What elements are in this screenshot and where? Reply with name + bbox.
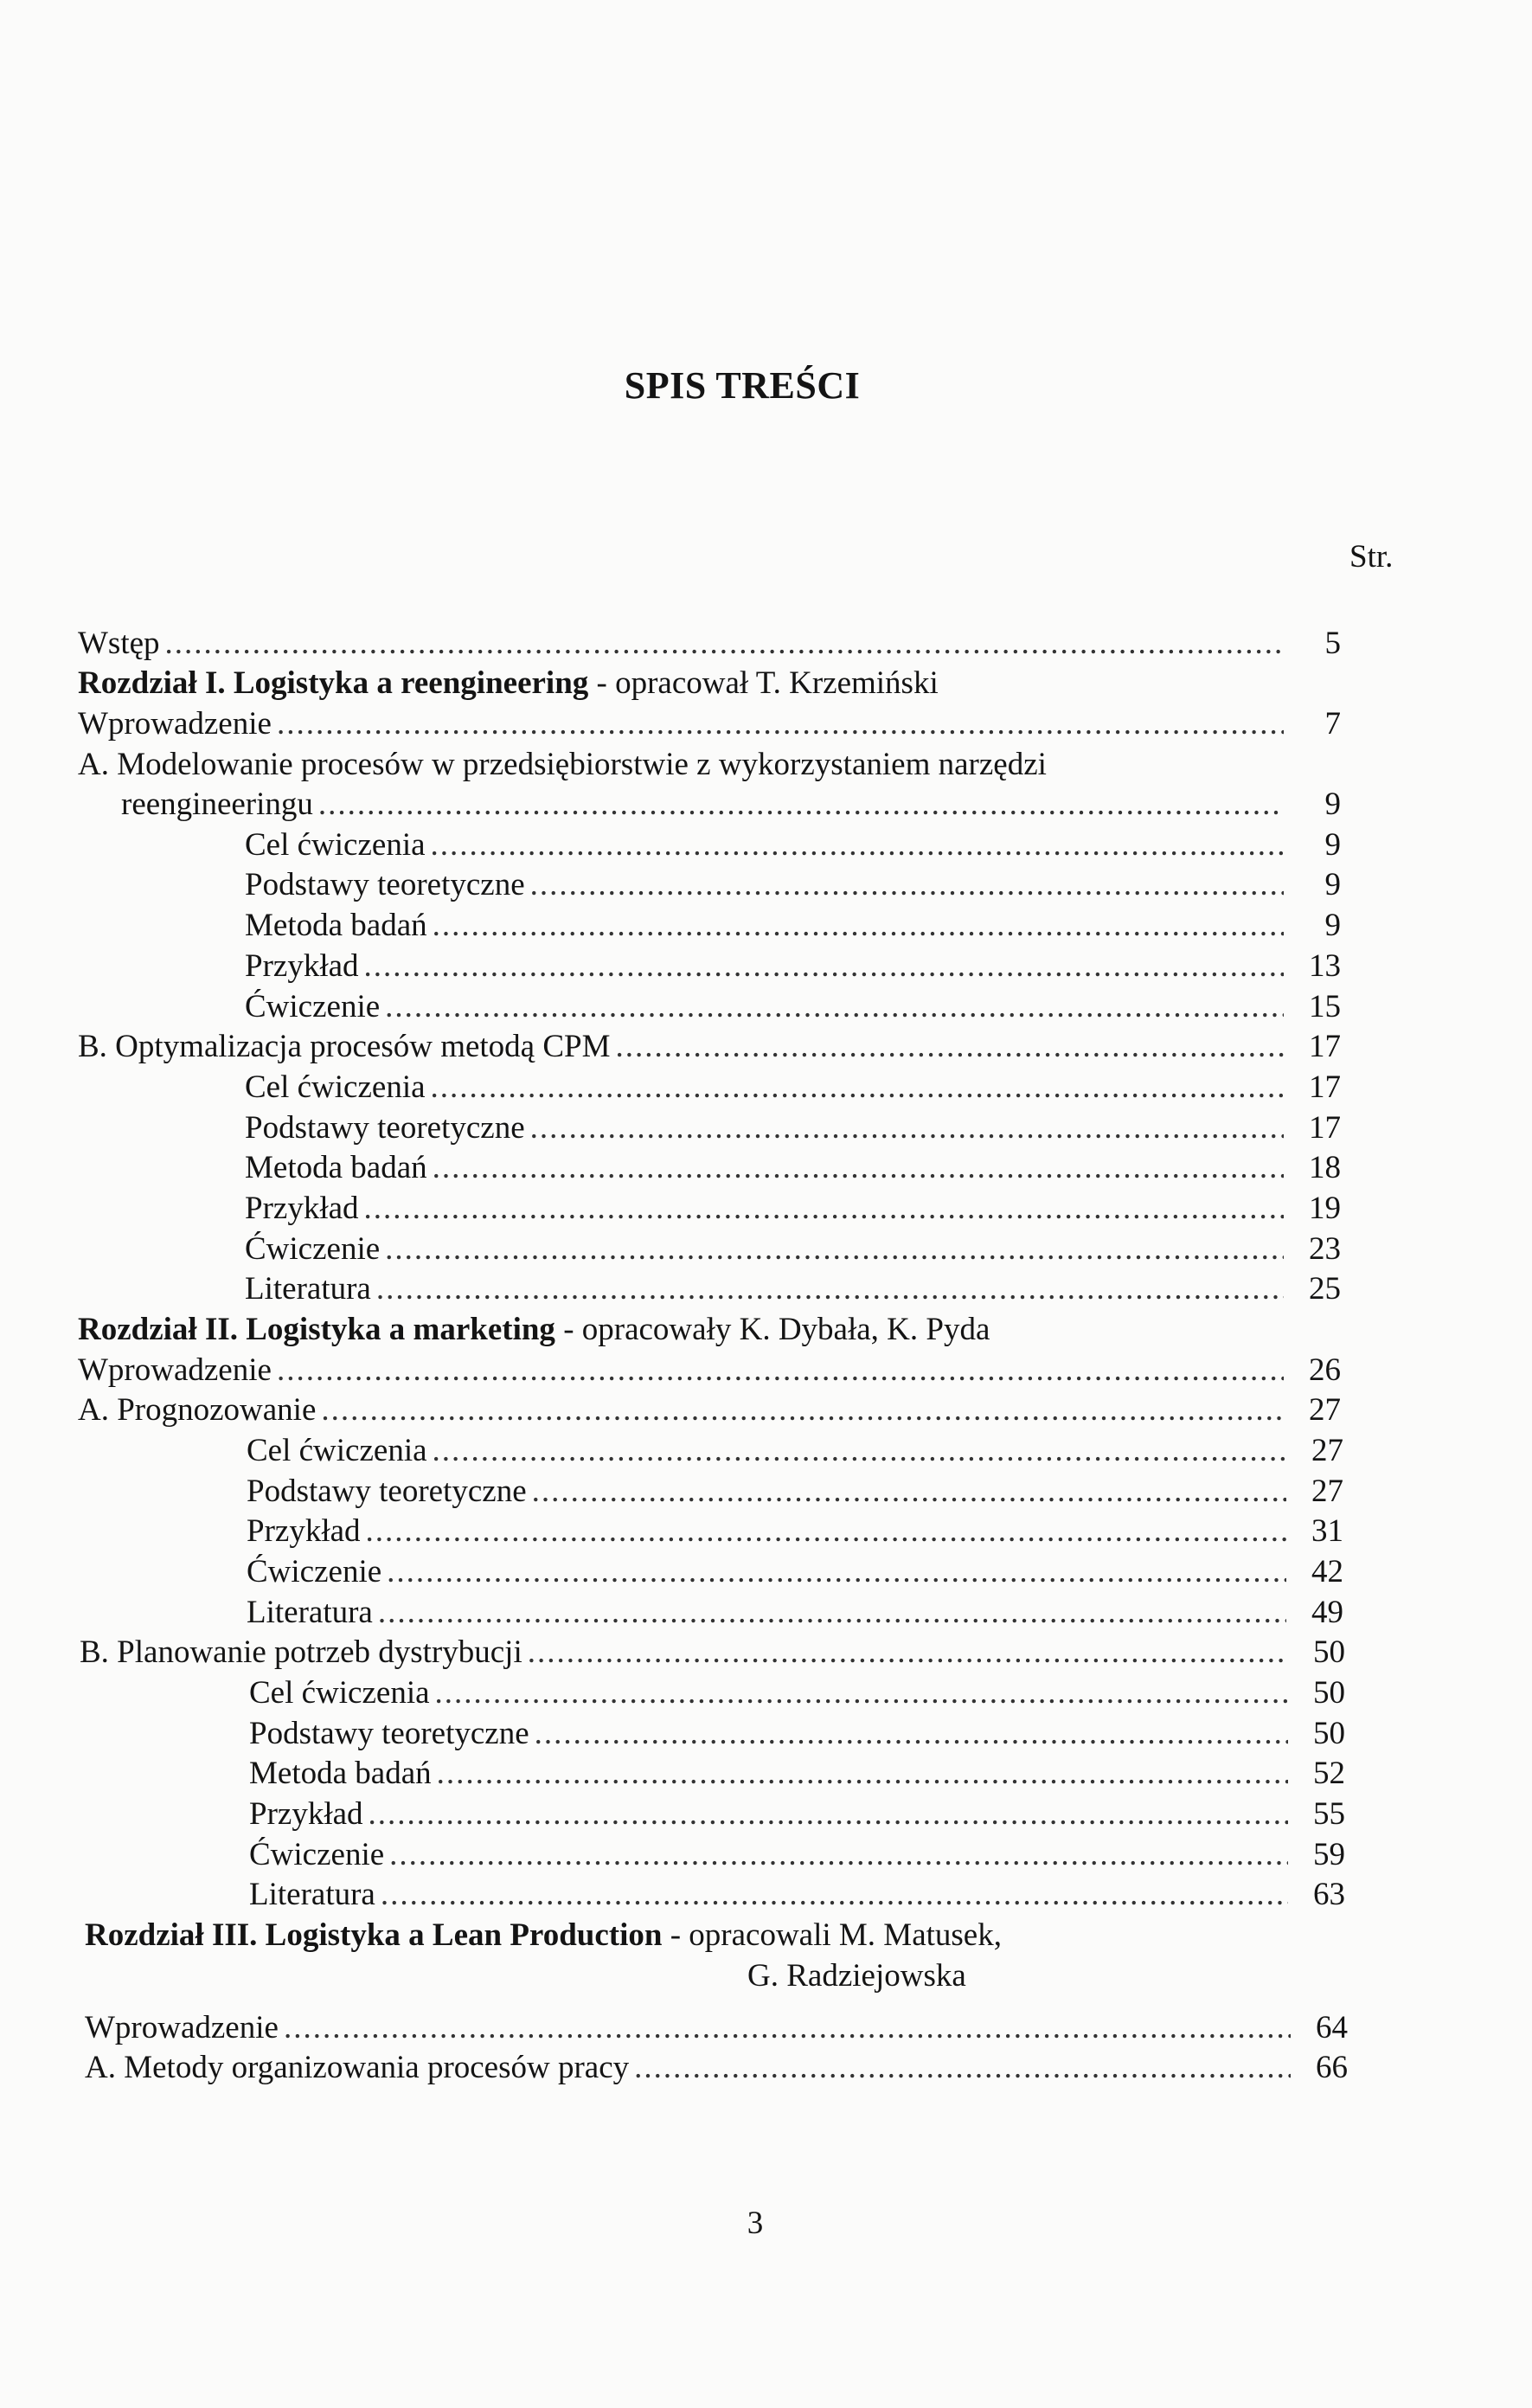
page-column-label: Str. — [1349, 539, 1394, 575]
toc-entry: Cel ćwiczenia ..... 50 — [249, 1674, 1293, 1712]
toc-entry: Literatura ..... 25 — [245, 1270, 1289, 1308]
toc-entry: Wprowadzenie ..... 64 — [85, 2009, 1296, 2047]
toc-entry: B. Optymalizacja procesów metodą CPM ..... 17 — [78, 1028, 1289, 1066]
toc-entry: Cel ćwiczenia ..... 17 — [245, 1069, 1289, 1107]
toc-entry: Podstawy teoretyczne ..... 50 — [249, 1715, 1293, 1753]
toc-entry: Przykład ..... 19 — [245, 1190, 1289, 1228]
toc-entry: Przykład ..... 55 — [249, 1795, 1293, 1833]
toc-entry: B. Planowanie potrzeb dystrybucji ..... 50 — [80, 1634, 1293, 1672]
toc-entry: A. Prognozowanie ..... 27 — [78, 1391, 1289, 1429]
toc-entry: reengineeringu ..... 9 — [121, 786, 1289, 824]
toc-entry: Ćwiczenie ..... 42 — [247, 1553, 1292, 1591]
chapter-heading: Rozdział II. Logistyka a marketing - opracowały K. Dybała, K. Pyda — [78, 1312, 990, 1347]
toc-entry: Literatura ..... 63 — [249, 1876, 1293, 1914]
toc-entry: Ćwiczenie ..... 23 — [245, 1230, 1289, 1268]
toc-entry: Przykład ..... 13 — [245, 947, 1289, 986]
toc-entry: Metoda badań ..... 18 — [245, 1149, 1289, 1187]
toc-entry: Metoda badań ..... 52 — [249, 1755, 1293, 1793]
toc-entry: Przykład ..... 31 — [247, 1512, 1292, 1551]
toc-entry: Literatura ..... 49 — [247, 1594, 1292, 1632]
toc-entry: Wprowadzenie ..... 7 — [78, 705, 1289, 743]
page-number: 3 — [747, 2206, 764, 2241]
toc-entry: Wprowadzenie ..... 26 — [78, 1352, 1289, 1390]
toc-entry: Cel ćwiczenia ..... 9 — [245, 826, 1289, 864]
toc-entry: A. Metody organizowania procesów pracy ..... 66 — [85, 2049, 1296, 2087]
toc-entry: Cel ćwiczenia ..... 27 — [247, 1432, 1292, 1470]
toc-entry: Podstawy teoretyczne ..... 17 — [245, 1109, 1289, 1147]
chapter-heading: Rozdział III. Logistyka a Lean Production - opracowali M. Matusek, — [85, 1917, 1002, 1953]
toc-entry: Metoda badań ..... 9 — [245, 907, 1289, 945]
chapter-heading: Rozdział I. Logistyka a reengineering - opracował T. Krzemiński — [78, 665, 939, 701]
toc-entry: Podstawy teoretyczne ..... 27 — [247, 1473, 1292, 1511]
toc-entry: Podstawy teoretyczne ..... 9 — [245, 866, 1289, 904]
page-title: SPIS TREŚCI — [624, 364, 861, 407]
toc-entry: Ćwiczenie ..... 59 — [249, 1836, 1293, 1874]
toc-entry: Wstęp ..... 5 — [78, 625, 1289, 663]
chapter-authors-continued: G. Radziejowska — [747, 1958, 966, 1994]
toc-entry-heading: A. Modelowanie procesów w przedsiębiorstwie z wykorzystaniem narzędzi — [78, 747, 1047, 782]
toc-entry: Ćwiczenie ..... 15 — [245, 988, 1289, 1026]
